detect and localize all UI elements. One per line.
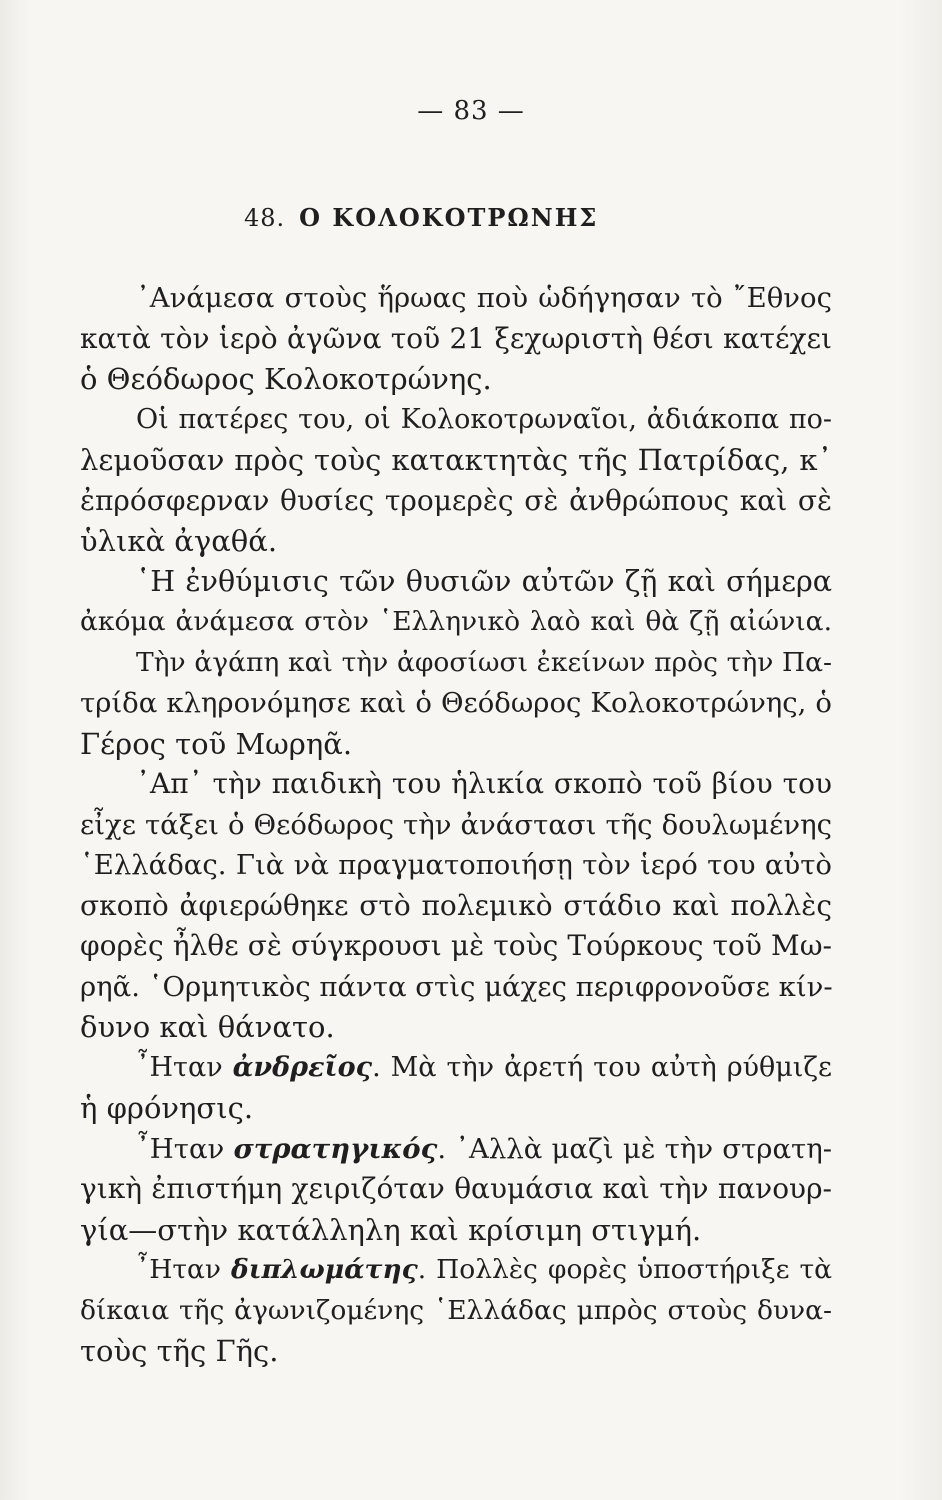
text-line: ᾿Ανάμεσα στοὺς ἥρωας ποὺ ὡδήγησαν τὸ ῎Εθνος (136, 282, 832, 314)
emphasized-word: ἀνδρεῖος (232, 1051, 373, 1083)
body-text (80, 278, 832, 1372)
text-line: Γέρος τοῦ Μωρηᾶ. (80, 726, 353, 761)
line-rest: . Μὰ τὴν ἀρετή του αὐτὴ ρύθμιζε (372, 1051, 833, 1083)
text-line: δίκαια τῆς ἀγωνιζομένης ῾Ελλάδας μπρὸς στοὺς δυνα- (80, 1294, 832, 1326)
page-number: — 83 — (417, 96, 525, 126)
chapter-title: Ο ΚΟΛΟΚΟΤΡΩΝΗΣ (299, 203, 599, 232)
text-line: γικὴ ἐπιστήμη χειριζόταν θαυμάσια καὶ τὴν πανουρ- (80, 1172, 832, 1205)
chapter-heading (244, 203, 598, 232)
text-line: σκοπὸ ἀφιερώθηκε στὸ πολεμικὸ στάδιο καὶ πολλὲς (80, 888, 832, 922)
text-line (80, 1129, 832, 1170)
text-line: ἐπρόσφερναν θυσίες τρομερὲς σὲ ἀνθρώπους καὶ σὲ (80, 483, 832, 517)
text-line: ᾿Απ᾿ τὴν παιδικὴ του ἡλικία σκοπὸ τοῦ βίου του (136, 767, 832, 800)
text-line: γία—στὴν κατάλληλη καὶ κρίσιμη στιγμή. (80, 1212, 702, 1247)
text-line: ὁ Θεόδωρος Κολοκοτρώνης. (80, 362, 492, 396)
emphasized-word: διπλωμάτης (231, 1254, 418, 1285)
text-line: ρηᾶ. ῾Ορμητικὸς πάντα στὶς μάχες περιφρονοῦσε κίν- (80, 970, 833, 1003)
text-line (80, 1250, 832, 1291)
emphasized-word: στρατηγικός (233, 1132, 438, 1165)
line-rest: . ᾿Αλλὰ μαζὶ μὲ τὴν στρατη- (437, 1132, 832, 1165)
line-lead: ῏Ηταν (136, 1051, 233, 1083)
text-line: Τὴν ἀγάπη καὶ τὴν ἀφοσίωσι ἐκείνων πρὸς τὴν Πα- (136, 646, 832, 678)
line-lead: ῏Ηταν (136, 1254, 232, 1285)
text-line: λεμοῦσαν πρὸς τοὺς κατακτητὰς τῆς Πατρίδας, κ᾿ (80, 443, 832, 477)
text-line: ῾Η ἐνθύμισις τῶν θυσιῶν αὐτῶν ζῇ καὶ σήμερα (136, 564, 832, 598)
text-line: ὑλικὰ ἀγαθά. (80, 524, 278, 558)
text-line: κατὰ τὸν ἱερὸ ἀγῶνα τοῦ 21 ξεχωριστὴ θέσι κατέχει (80, 321, 832, 355)
line-lead: ῏Ηταν (136, 1132, 234, 1165)
text-line (80, 1048, 832, 1089)
text-line: ἡ φρόνησις. (80, 1091, 254, 1125)
text-line: δυνο καὶ θάνατο. (80, 1010, 335, 1044)
text-line: τοὺς τῆς Γῆς. (80, 1334, 279, 1368)
text-line: φορὲς ἦλθε σὲ σύγκρουσι μὲ τοὺς Τούρκους τοῦ Μω- (80, 929, 832, 962)
text-line: εἶχε τάξει ὁ Θεόδωρος τὴν ἀνάστασι τῆς δουλωμένης (80, 808, 832, 841)
text-line: ῾Ελλάδας. Γιὰ νὰ πραγματοποιήσῃ τὸν ἱερό του αὐτὸ (80, 849, 832, 881)
text-line: ἀκόμα ἀνάμεσα στὸν ῾Ελληνικὸ λαὸ καὶ θὰ ζῇ αἰώνια. (80, 606, 832, 637)
text-line: Οἱ πατέρες του, οἱ Κολοκοτρωναῖοι, ἀδιάκοπα πο- (136, 403, 832, 435)
line-rest: . Πολλὲς φορὲς ὑποστήριξε τὰ (417, 1254, 832, 1285)
text-line: τρίδα κληρονόμησε καὶ ὁ Θεόδωρος Κολοκοτρώνης, ὁ (80, 687, 832, 719)
chapter-number: 48. (244, 204, 286, 232)
